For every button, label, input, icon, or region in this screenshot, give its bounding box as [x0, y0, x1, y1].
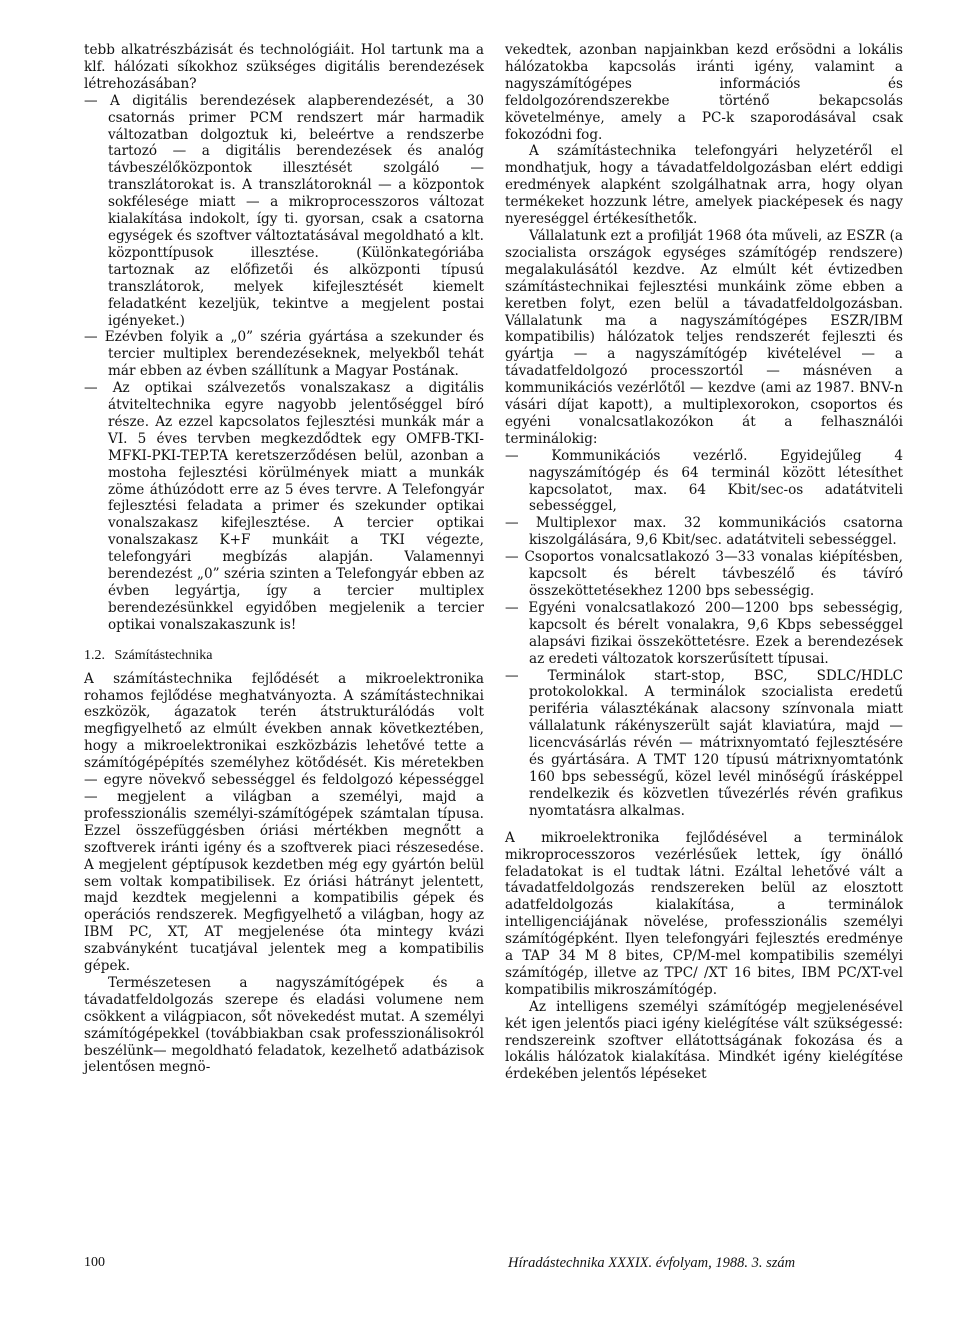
- section-number: 1.2.: [84, 647, 105, 663]
- spacer: [505, 820, 903, 830]
- journal-citation: Híradástechnika XXXIX. évfolyam, 1988. 3. szám: [508, 1255, 796, 1271]
- paragraph: A számítástechnika telefongyári helyzetéről el mondhatjuk, hogy a távadatfeldolgozásban elért eddigi eredmények alapként szolgálhatnak arra, hogy olyan termékeket hozzunk létre, amelyek piacképesek és nagy nyereséggel értékesíthetők.: [505, 143, 903, 228]
- list-item: — Az optikai szálvezetős vonalszakasz a digitális átviteltechnika egyre nagyobb jelentőséggel bíró része. Az ezzel kapcsolatos fejlesztési munkák már a VI. 5 éves tervben megkezdődtek egy OMFB-TKI-MFKI-PKI-TEP.TA keretszerződésen belül, azonban a mostoha fejlesztési körülmények miatt a munkák zöme áthúzódott erre az 5 éves tervre. A Telefongyár fejlesztési feladata a primer és szekunder optikai vonalszakasz kifejlesztése. A tercier optikai vonalszakasz K+F munkáit a TKI végezte, telefongyári megbízás alapján. Valamennyi berendezést „0” széria szinten a Telefongyár ebben az évben legyártja, így a tercier multiplex berendezésünkkel egyidőben megjelenik a tercier optikai vonalszakaszunk is!: [84, 380, 484, 633]
- list-item: — Ezévben folyik a „0” széria gyártása a szekunder és tercier multiplex berendezéseknek, melyekből tehát már ebben az évben szállítunk a Magyar Postának.: [84, 329, 484, 380]
- paragraph: A mikroelektronika fejlődésével a terminálok mikroprocesszoros vezérlésűek lettek, így önálló feladatokat is el tudtak látni. Ezáltal lehetővé vált a távadatfeldolgozás rendszereken belül az elosztott adatfeldolgozás kialakítása, a terminálok intelligenciájának növelése, professzionális személyi számítógépként. Ilyen telefongyári fejlesztés eredménye a TAP 34 M 8 bites, CP/M-mel kompatibilis személyi számítógép, illetve az TPC/ /XT 16 bites, IBM PC/XT-vel kompatibilis mikroszámítógép.: [505, 829, 903, 998]
- left-column: [84, 42, 484, 1076]
- section-heading: [84, 648, 484, 665]
- page-number: 100: [84, 1255, 105, 1270]
- paragraph: Az intelligens személyi számítógép megjelenésével két igen jelentős piaci igény kielégítése vált szükségessé: rendszereink szoftver ellátottságának fokozása és a lokális hálózatok kialakítása. Mindkét igény kielégítése érdekében jelentős lépéseket: [505, 998, 903, 1083]
- right-column: [505, 42, 903, 1083]
- paragraph: A számítástechnika fejlődését a mikroelektronika rohamos fejlődése meghatványozta. A számítástechnikai eszközök, ágazatok terén átstrukturálódás volt megfigyelhető az elmúlt években annak következtében, hogy a mikroelektronikai eszközbázis lehetővé tette a számítógépépítés személyhez kötődését. Kis méretekben — egyre növekvő sebességgel és feldolgozó képességgel — megjelent a világban a személyi, majd a professzionális személyi-számítógépek számtalan típusa. Ezzel összefüggésben óriási mértékben megnőtt a szoftverek iránti igény és a szoftverek piaci részesedése. A megjelent géptípusok kezdetben még egy gyártón belül sem voltak kompatibilisek. Ez óriási hátrányt jelentett, majd kezdtek megjelenni a kompatibilis gépek és operációs rendszerek. Megfigyelhető a világban, hogy az IBM PC, XT, AT megjelenése óta mintegy kvázi szabványként tucatjával jelentek meg a kompatibilis gépek.: [84, 670, 484, 975]
- list-item: — Multiplexor max. 32 kommunikációs csatorna kiszolgálására, 9,6 Kbit/sec. adatátviteli sebességgel.: [505, 515, 903, 549]
- section-title: Számítástechnika: [114, 647, 213, 663]
- paragraph: tebb alkatrészbázisát és technológiáit. Hol tartunk ma a klf. hálózati síkokhoz szükséges digitális berendezések létrehozásában?: [84, 42, 484, 92]
- paragraph: Természetesen a nagyszámítógépek és a távadatfeldolgozás szerepe és eladási volumene nem csökkent a világpiacon, sőt növekedést mutat. A személyi számítógépekkel (továbbiakban csak professzionálisokról beszélünk— megoldható feladatok, kezelhető adatbázisok jelentősen megnö-: [84, 974, 484, 1076]
- paragraph: Vállalatunk ezt a profilját 1968 óta műveli, az ESZR (a szocialista országok egységes számítógép rendszere) megalakulásától kezdve. Az elmúlt két évtizedben számítástechnikai fejlesztési munkáink zöme ebben a keretben folyt, ezen belül a távadatfeldolgozásban. Vállalatunk ma a nagyszámítógépes ESZR/IBM kompatibilis) hálózatok teljes rendszerét fejleszti és gyártja — a nagyszámítógép kivételével — a távadatfeldolgozó processzortól — másnéven a kommunikációs vezérlőtől — kezdve (ami az 1987. BNV-n vásári díjat kapott), a multiplexorokon, csoportos és egyéni vonalcsatlakozókon át a felhasználói terminálokig:: [505, 227, 903, 447]
- list-item: — Terminálok start-stop, BSC, SDLC/HDLC protokolokkal. A terminálok szocialista eredetű periféria választékának alacsony színvonala miatt vállalatunk rákényszerült saját klaviatúra, majd — licencvásárlás révén — mátrixnyomtató fejlesztésére és gyártására. A TMT 120 típusú mátrixnyomtatónk 160 bps sebességű, közel levél minőségű írásképpel rendelkezik és közvetlen tűvezérlés révén grafikus nyomtatásra alkalmas.: [505, 667, 903, 819]
- list-item: — Egyéni vonalcsatlakozó 200—1200 bps sebességig, kapcsolt és bérelt vonalakra, 9,6 Kbps sebességgel alapsávi fizikai összeköttetésre. Ezek a berendezések az eredeti változatok korszerűsített típusai.: [505, 599, 903, 667]
- paragraph: vekedtek, azonban napjainkban kezd erősödni a lokális hálózatokba kapcsolás iránti igény, valamint a nagyszámítógépes információs és feldolgozórendszerekbe történő bekapcsolás követelménye, amely a PC-k szaporodásával csak fokozódni fog.: [505, 42, 903, 143]
- list-item: — Kommunikációs vezérlő. Egyidejűleg 4 nagyszámítógép és 64 terminál között létesíthet kapcsolatot, max. 64 Kbit/sec-os adatátviteli sebességgel,: [505, 447, 903, 515]
- list-item: — Csoportos vonalcsatlakozó 3—33 vonalas kiépítésben, kapcsolt és bérelt távbeszélő és távíró összeköttetésekhez 1200 bps sebességig.: [505, 549, 903, 599]
- list-item: — A digitális berendezések alapberendezését, a 30 csatornás primer PCM rendszert már harmadik változatban dolgoztuk ki, beleértve a rendszerbe tartozó — a digitális berendezések és analóg távbeszélőközpontok illesztését szolgáló — transzlátorokat is. A transzlátoroknál — a központok sokfélesége miatt — a mikroprocesszoros változat kialakítása indokolt, így ti. gyorsan, csak a csatorna egységek és szoftver változtatásával megoldható a klt. központtípusok illesztése. (Különkategóriába tartoznak az előfizetői és alközponti típusú transzlátorok, melyek kifejlesztését kiemelt feladatként kezeljük, tekintve a megjelent postai igényeket.): [84, 92, 484, 329]
